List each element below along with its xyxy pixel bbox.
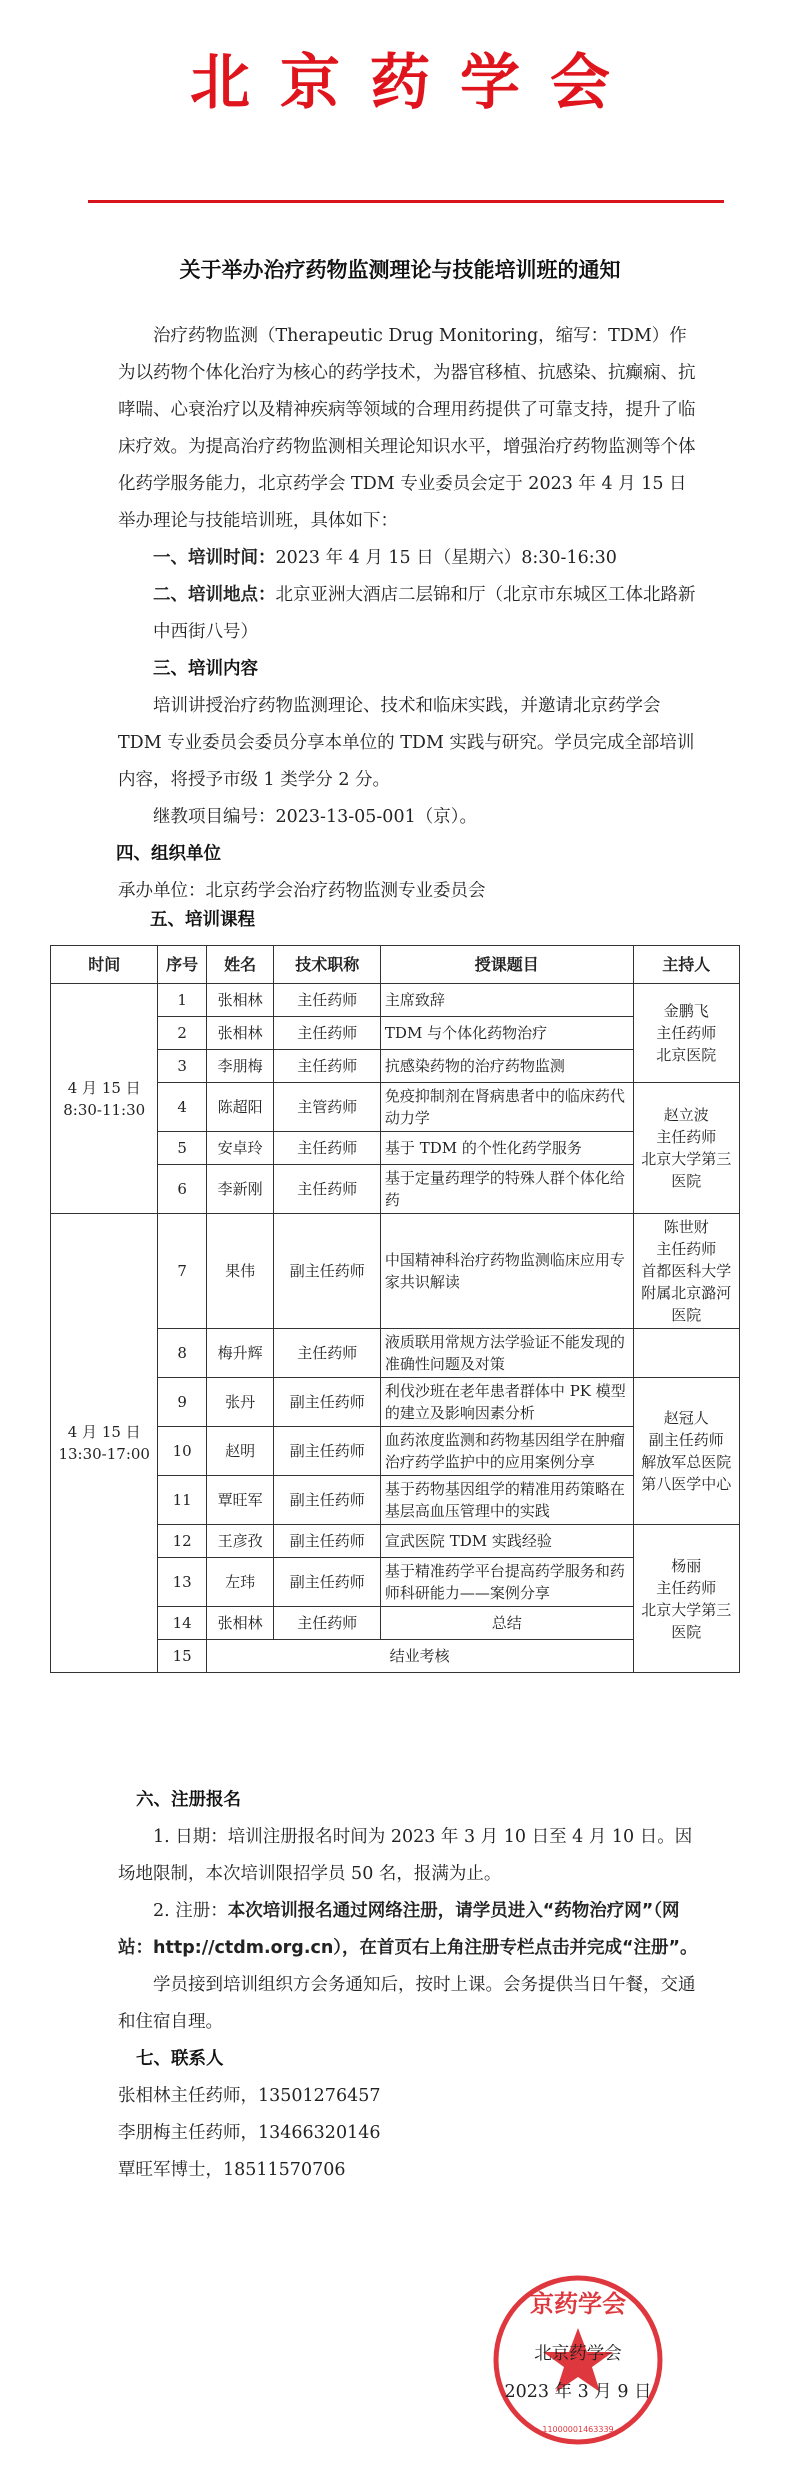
row-title: 主任药师 [274,1165,380,1214]
host-name: 赵立波 [663,1106,709,1124]
host-name: 杨丽 [671,1556,702,1575]
row-title: 副主任药师 [274,1558,380,1607]
host-title: 主任药师 [656,1128,717,1146]
place-heading: 二、培训地点： [153,585,276,605]
notice-title: 关于举办治疗药物监测理论与技能培训班的通知 [179,258,621,282]
place-line [118,577,700,651]
row-topic: 宣武医院 TDM 实践经验 [380,1525,633,1558]
host-org: 北京大学第三医院 [641,1600,732,1641]
row-name: 梅升辉 [206,1329,274,1378]
row-name: 李新刚 [206,1165,274,1214]
content-text: 培训讲授治疗药物监测理论、技术和临床实践，并邀请北京药学会 TDM 专业委员会委员分享本单位的 TDM 实践与研究。学员完成全部培训内容，将授予市级 1 类学分 2 分。 [118,696,695,790]
host-cell-2 [633,1083,740,1214]
host-title: 主任药师 [656,1240,717,1258]
host-cell-1 [633,984,740,1083]
host-org: 首都医科大学附属北京潞河医院 [641,1262,732,1324]
registration-method [118,1893,700,1967]
contact-item: 张相林主任药师，13501276457 [118,2086,381,2106]
row-topic: 抗感染药物的治疗药物监测 [380,1050,633,1083]
registration-date: 1. 日期：培训注册报名时间为 2023 年 3 月 10 日至 4 月 10 日。因场地限制，本次培训限招学员 50 名，报满为止。 [118,1827,693,1884]
row-topic: 基于药物基因组学的精准用药策略在基层高血压管理中的实践 [380,1476,633,1525]
row-title: 副主任药师 [274,1214,380,1329]
row-name: 张相林 [206,984,274,1017]
host-cell-5 [633,1525,740,1673]
seal-number: 11000001463339 [542,2425,614,2434]
signature-date: 2023 年 3 月 9 日 [504,2382,652,2402]
registration-heading: 六、注册报名 [136,1790,241,1810]
row-title: 副主任药师 [274,1427,380,1476]
seal-text: 京药学会 [530,2290,626,2318]
notice-body-bottom [118,1782,700,2189]
contacts-heading: 七、联系人 [136,2049,224,2069]
row-no: 15 [158,1640,206,1673]
row-title: 主任药师 [274,1132,380,1165]
header-name: 姓名 [206,946,274,984]
row-topic: 基于精准药学平台提高药学服务和药师科研能力——案例分享 [380,1558,633,1607]
host-name: 赵冠人 [663,1409,709,1427]
table-header-row [51,946,740,984]
table-row [51,1214,740,1329]
am-time-cell: 4 月 15 日 8:30-11:30 [51,984,158,1214]
row-no: 5 [158,1132,206,1165]
row-name: 赵明 [206,1427,274,1476]
row-name: 张相林 [206,1607,274,1640]
host-org: 解放军总医院第八医学中心 [641,1453,732,1493]
contact-item: 李朋梅主任药师，13466320146 [118,2123,381,2143]
row-title: 副主任药师 [274,1525,380,1558]
host-name: 陈世财 [663,1218,709,1236]
row-topic: 主席致辞 [380,984,633,1017]
row-title: 副主任药师 [274,1378,380,1427]
row-topic: 血药浓度监测和药物基因组学在肿瘤治疗药学监护中的应用案例分享 [380,1427,633,1476]
time-value: 2023 年 4 月 15 日（星期六）8:30-16:30 [275,548,617,568]
content-heading: 三、培训内容 [153,659,258,679]
course-table [50,945,740,1673]
row-topic: 基于定量药理学的特殊人群个体化给药 [380,1165,633,1214]
notice-body-top [118,318,700,910]
row-title: 副主任药师 [274,1476,380,1525]
row-no: 1 [158,984,206,1017]
header-time: 时间 [51,946,158,984]
host-name: 金鹏飞 [663,1002,709,1020]
pm-time-cell: 4 月 15 日 13:30-17:00 [51,1214,158,1673]
row-name: 王彦孜 [206,1525,274,1558]
row-no: 11 [158,1476,206,1525]
row-no: 4 [158,1083,206,1132]
place-value: 北京亚洲大酒店二层锦和厅（北京市东城区工体北路新中西街八号） [153,585,696,642]
row-no: 10 [158,1427,206,1476]
row-no: 9 [158,1378,206,1427]
row-title: 主任药师 [274,1017,380,1050]
header-topic: 授课题目 [380,946,633,984]
row-topic: 免疫抑制剂在肾病患者中的临床药代动力学 [380,1083,633,1132]
row-name: 果伟 [206,1214,274,1329]
row-topic: 中国精神科治疗药物监测临床应用专家共识解读 [380,1214,633,1329]
row-no: 7 [158,1214,206,1329]
header-divider [88,200,724,203]
row-topic: 液质联用常规方法学验证不能发现的准确性问题及对策 [380,1329,633,1378]
host-org: 北京医院 [656,1046,717,1064]
course-heading: 五、培训课程 [150,910,255,930]
table-row [51,984,740,1017]
row-name: 张丹 [206,1378,274,1427]
row-title: 主任药师 [274,1607,380,1640]
time-line [118,540,700,577]
host-cell-3 [633,1214,740,1329]
row-no: 12 [158,1525,206,1558]
org-header-title: 北京药学会 [190,48,640,118]
course-heading-wrap [150,902,732,939]
host-title: 主任药师 [656,1024,717,1042]
registration-text: 本次培训报名通过网络注册，请学员进入“药物治疗网”（网站：http://ctdm.org.cn），在首页右上角注册专栏点击并完成“注册”。 [118,1901,698,1958]
intro-paragraph: 治疗药物监测（Therapeutic Drug Monitoring，缩写：TDM）作为以药物个体化治疗为核心的药学技术，为器官移植、抗感染、抗癫痫、抗哮喘、心衰治疗以及精神疾病等领域的合理用药提供了可靠支持，提升了临床疗效。为提高治疗药物监测相关理论知识水平，增强治疗药物监测等个体化药学服务能力，北京药学会 TDM 专业委员会定于 2023 年 4 月 15 日举办理论与技能培训班，具体如下： [118,326,696,531]
host-cell-empty [633,1329,740,1378]
host-org: 北京大学第三医院 [641,1150,732,1190]
row-no: 14 [158,1607,206,1640]
row-topic: 结业考核 [206,1640,633,1673]
contact-item: 覃旺军博士，18511570706 [118,2160,346,2180]
row-topic: 总结 [380,1607,633,1640]
signature-org: 北京药学会 [534,2344,622,2364]
row-topic: 基于 TDM 的个性化药学服务 [380,1132,633,1165]
host-title: 主任药师 [656,1578,717,1597]
time-heading: 一、培训时间： [153,548,276,568]
org-heading: 四、组织单位 [116,844,221,864]
host-title: 副主任药师 [648,1431,724,1449]
registration-note: 学员接到培训组织方会务通知后，按时上课。会务提供当日午餐，交通和住宿自理。 [118,1975,696,2032]
row-title: 主任药师 [274,984,380,1017]
row-name: 张相林 [206,1017,274,1050]
header-no: 序号 [158,946,206,984]
row-name: 李朋梅 [206,1050,274,1083]
row-title: 主管药师 [274,1083,380,1132]
row-name: 覃旺军 [206,1476,274,1525]
host-cell-4 [633,1378,740,1525]
header-title: 技术职称 [274,946,380,984]
org-text: 承办单位：北京药学会治疗药物监测专业委员会 [118,881,486,901]
row-name: 安卓玲 [206,1132,274,1165]
row-topic: TDM 与个体化药物治疗 [380,1017,633,1050]
row-no: 13 [158,1558,206,1607]
row-no: 6 [158,1165,206,1214]
row-name: 左玮 [206,1558,274,1607]
project-number: 继教项目编号：2023-13-05-001（京）。 [153,807,477,827]
row-topic: 利伐沙班在老年患者群体中 PK 模型的建立及影响因素分析 [380,1378,633,1427]
row-name: 陈超阳 [206,1083,274,1132]
row-no: 8 [158,1329,206,1378]
row-title: 主任药师 [274,1329,380,1378]
header-host: 主持人 [633,946,740,984]
row-title: 主任药师 [274,1050,380,1083]
registration-label: 2. 注册： [153,1901,228,1921]
row-no: 2 [158,1017,206,1050]
row-no: 3 [158,1050,206,1083]
